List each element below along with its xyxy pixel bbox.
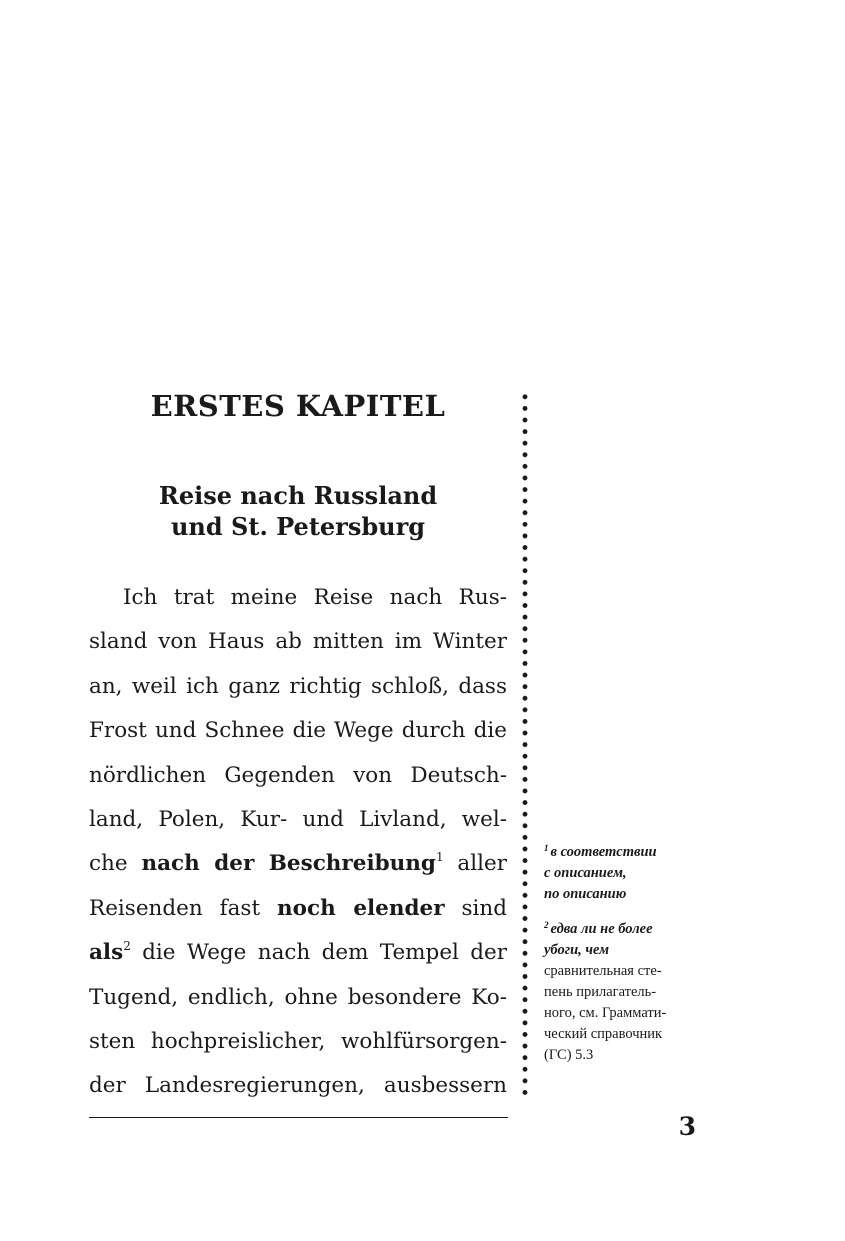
footnote-ref: 2 bbox=[123, 939, 131, 954]
text-line bbox=[89, 842, 507, 886]
text-line bbox=[89, 931, 507, 975]
footnote-line: сравнительная сте- bbox=[544, 963, 662, 979]
text-fragment: Reisenden fast bbox=[89, 895, 261, 921]
footnote-line: ческий справочник bbox=[544, 1026, 663, 1042]
footnote-line bbox=[544, 842, 714, 863]
footnote-line: (ГС) 5.3 bbox=[544, 1047, 594, 1063]
text-line: land, Polen, Kur- und Livland, wel- bbox=[89, 807, 507, 833]
footnote-line: с описанием, bbox=[544, 865, 627, 881]
text-fragment: die Wege nach dem Tempel der bbox=[142, 940, 507, 966]
footnote bbox=[544, 919, 714, 1066]
footnote-line: ного, см. Граммати- bbox=[544, 1005, 667, 1021]
page-number: 3 bbox=[678, 1112, 696, 1141]
text-line: sten hochpreislicher, wohlfürsorgen- bbox=[89, 1029, 507, 1055]
glossed-phrase: noch elender bbox=[277, 895, 445, 921]
footnote-number: 1 bbox=[544, 843, 549, 853]
footnote bbox=[544, 842, 714, 905]
text-line: der Landesregierungen, ausbessern bbox=[89, 1073, 507, 1099]
body-text bbox=[89, 576, 507, 1109]
dotted-divider bbox=[521, 391, 529, 1101]
text-line: Frost und Schnee die Wege durch die bbox=[89, 718, 507, 744]
section-title-line: und St. Petersburg bbox=[170, 512, 425, 541]
footnote-text: едва ли не более bbox=[550, 921, 653, 937]
text-line bbox=[89, 887, 507, 931]
footnote-line: пень прилагатель- bbox=[544, 984, 657, 1000]
footnote-line: убоги, чем bbox=[544, 942, 610, 958]
text-fragment: aller bbox=[457, 851, 507, 877]
glossed-phrase: nach der Beschreibung bbox=[141, 851, 436, 877]
footnote-line: по описанию bbox=[544, 886, 627, 902]
footnote-ref: 1 bbox=[435, 850, 444, 865]
footnote-text: в соответствии bbox=[550, 844, 657, 860]
text-line: nördlichen Gegenden von Deutsch- bbox=[89, 762, 507, 788]
text-line: an, weil ich ganz richtig schloß, dass bbox=[89, 673, 507, 699]
text-fragment: che bbox=[89, 851, 128, 877]
text-line: Ich trat meine Reise nach Rus- bbox=[123, 585, 507, 610]
margin-notes bbox=[544, 842, 714, 1080]
footnote-number: 2 bbox=[544, 920, 549, 930]
glossed-phrase: als bbox=[89, 940, 124, 966]
chapter-title: ERSTES KAPITEL bbox=[150, 389, 446, 423]
section-title bbox=[88, 480, 508, 542]
text-fragment: sind bbox=[461, 895, 507, 921]
section-title-line: Reise nach Russland bbox=[158, 481, 438, 510]
text-line: sland von Haus ab mitten im Winter bbox=[89, 629, 507, 655]
text-line: Tugend, endlich, ohne besondere Ko- bbox=[89, 984, 507, 1010]
footnote-line bbox=[544, 919, 714, 940]
bottom-rule bbox=[89, 1117, 508, 1118]
